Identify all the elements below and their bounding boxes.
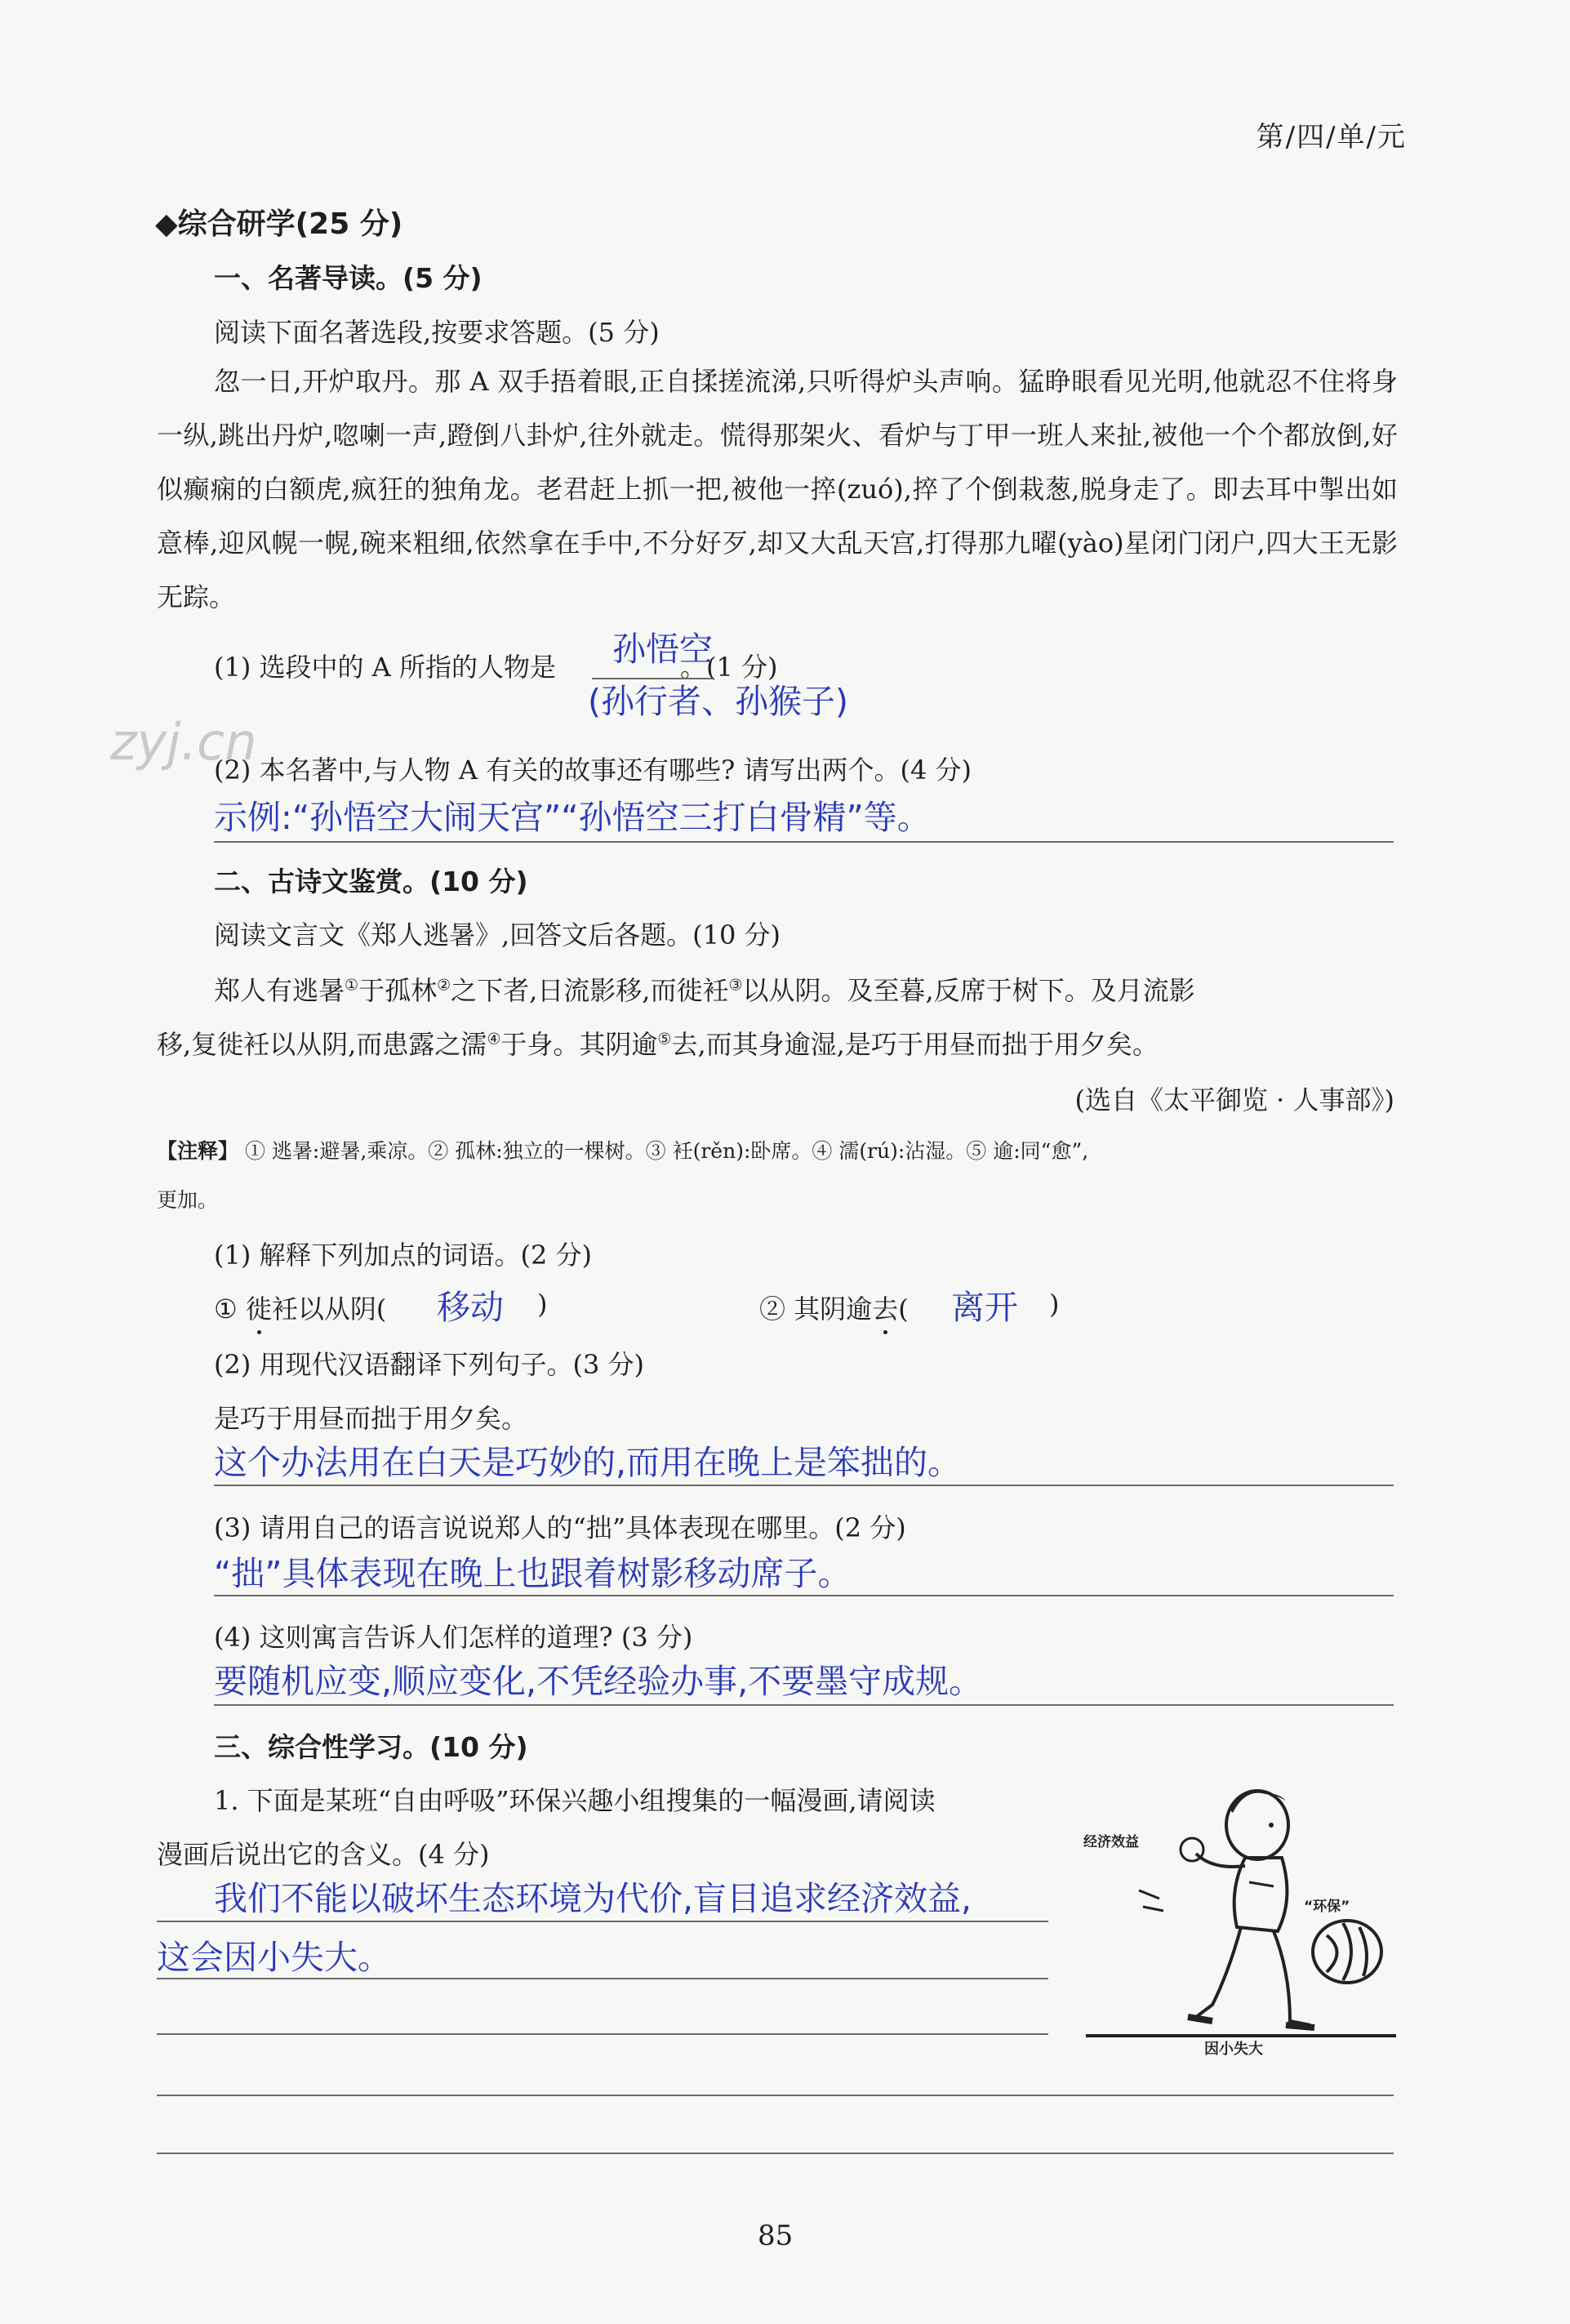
part2-q1-a: ① 徙衽以从阴( [214,1289,386,1326]
part2-q1-b: ② 其阴逾去( [759,1289,909,1326]
part1-q2-answer: 示例:“孙悟空大闹天宫”“孙悟空三打白骨精”等。 [214,798,931,837]
cartoon [1082,1776,1400,2058]
part3-answer-line2: 这会因小失大。 [157,1938,391,1977]
part2-passage-line1: 郑人有逃暑①于孤林②之下者,日流影移,而徙衽③以从阴。及至暮,反席于树下。及月流影 [214,975,1195,1006]
part1-q2: (2) 本名著中,与人物 A 有关的故事还有哪些? 请写出两个。(4 分) [214,755,972,786]
part1-q1-answer: 孙悟空 [612,630,713,669]
part2-q1-a-close: ) [537,1289,548,1320]
part1-q1-prefix: (1) 选段中的 A 所指的人物是 [214,652,556,683]
part2-q1-b-close: ) [1049,1289,1060,1320]
part2-q1-b-answer: 离开 [951,1288,1018,1327]
cartoon-illustration [1082,1776,1400,2058]
part2-title: 二、古诗文鉴赏。(10 分) [214,866,528,897]
part2-source: (选自《太平御览 · 人事部》) [1074,1084,1394,1115]
part2-q4-answer-line [214,1704,1394,1706]
part2-q1: (1) 解释下列加点的词语。(2 分) [214,1240,593,1271]
cartoon-caption: 因小失大 [1204,2041,1263,2058]
part2-q2: (2) 用现代汉语翻译下列句子。(3 分) [214,1349,645,1380]
notes-label: 【注释】 [157,1139,239,1163]
part3-rule-5 [157,2153,1394,2154]
part2-q3-answer: “拙”具体表现在晚上也跟着树影移动席子。 [214,1554,852,1593]
section-title: ◆综合研学(25 分) [155,207,403,241]
part2-notes-cont: 更加。 [157,1188,219,1212]
part2-q2-answer: 这个办法用在白天是巧妙的,而用在晚上是笨拙的。 [214,1443,962,1482]
part2-q2-sentence: 是巧于用昼而拙于用夕矣。 [214,1403,528,1434]
part1-passage: 忽一日,开炉取丹。那 A 双手捂着眼,正自揉搓流涕,只听得炉头声响。猛睁眼看见光明,他就忍不住将身一纵,跳出丹炉,唿喇一声,蹬倒八卦炉,往外就走。慌得那架火、看炉与丁甲一班人来扯,被他一个个都放倒,好似癫痫的白额虎,疯狂的独角龙。老君赶上抓一把,被他一捽(zuó),捽了个倒栽葱,脱身走了。即去耳中掣出如意棒,迎风幌一幌,碗来粗细,依然拿在手中,不分好歹,却又大乱天宫,打得那九曜(yào)星闭门闭户,四大王无影无踪。 [157,366,1398,612]
part2-q3-answer-line [214,1595,1394,1596]
part3-rule-4 [157,2095,1394,2096]
part2-q2-answer-line [214,1485,1394,1486]
watermark: zyj.cn [110,712,257,772]
part3-rule-2 [157,1978,1048,1979]
part2-notes [157,1135,1088,1164]
unit-header: 第/四/单/元 [1256,121,1407,154]
part3-q1-line2: 漫画后说出它的含义。(4 分) [157,1839,490,1870]
part2-q1-a-answer: 移动 [437,1288,504,1327]
cartoon-label-env: “环保” [1304,1899,1350,1915]
cartoon-label-economy: 经济效益 [1083,1834,1139,1850]
part2-q4: (4) 这则寓言告诉人们怎样的道理? (3 分) [214,1622,693,1653]
part1-q2-answer-line [214,841,1394,843]
part2-passage-line2: 移,复徙衽以从阴,而患露之濡④于身。其阴逾⑤去,而其身逾湿,是巧于用昼而拙于用夕矣。 [157,1029,1159,1060]
part3-title: 三、综合性学习。(10 分) [214,1731,528,1763]
part2-q4-answer: 要随机应变,顺应变化,不凭经验办事,不要墨守成规。 [214,1662,983,1701]
part3-q1-line1: 1. 下面是某班“自由呼吸”环保兴趣小组搜集的一幅漫画,请阅读 [214,1785,936,1816]
part2-q3: (3) 请用自己的语言说说郑人的“拙”具体表现在哪里。(2 分) [214,1512,906,1543]
part3-answer-line1: 我们不能以破坏生态环境为代价,盲目追求经济效益, [214,1879,972,1918]
part1-instruction: 阅读下面名著选段,按要求答题。(5 分) [214,317,660,348]
page-number: 85 [758,2219,794,2252]
part1-q1-answer-alt: (孙行者、孙猴子) [588,682,848,721]
notes-text: ① 逃暑:避暑,乘凉。② 孤林:独立的一棵树。③ 衽(rěn):卧席。④ 濡(rú):沾湿。⑤ 逾:同“愈”, [238,1139,1089,1163]
part1-title: 一、名著导读。(5 分) [214,262,483,294]
part1-q1-suffix: 。(1 分) [679,652,778,683]
part3-rule-3 [157,2033,1048,2035]
part3-rule-1 [157,1921,1048,1922]
part2-instruction: 阅读文言文《郑人逃暑》,回答文后各题。(10 分) [214,919,781,951]
